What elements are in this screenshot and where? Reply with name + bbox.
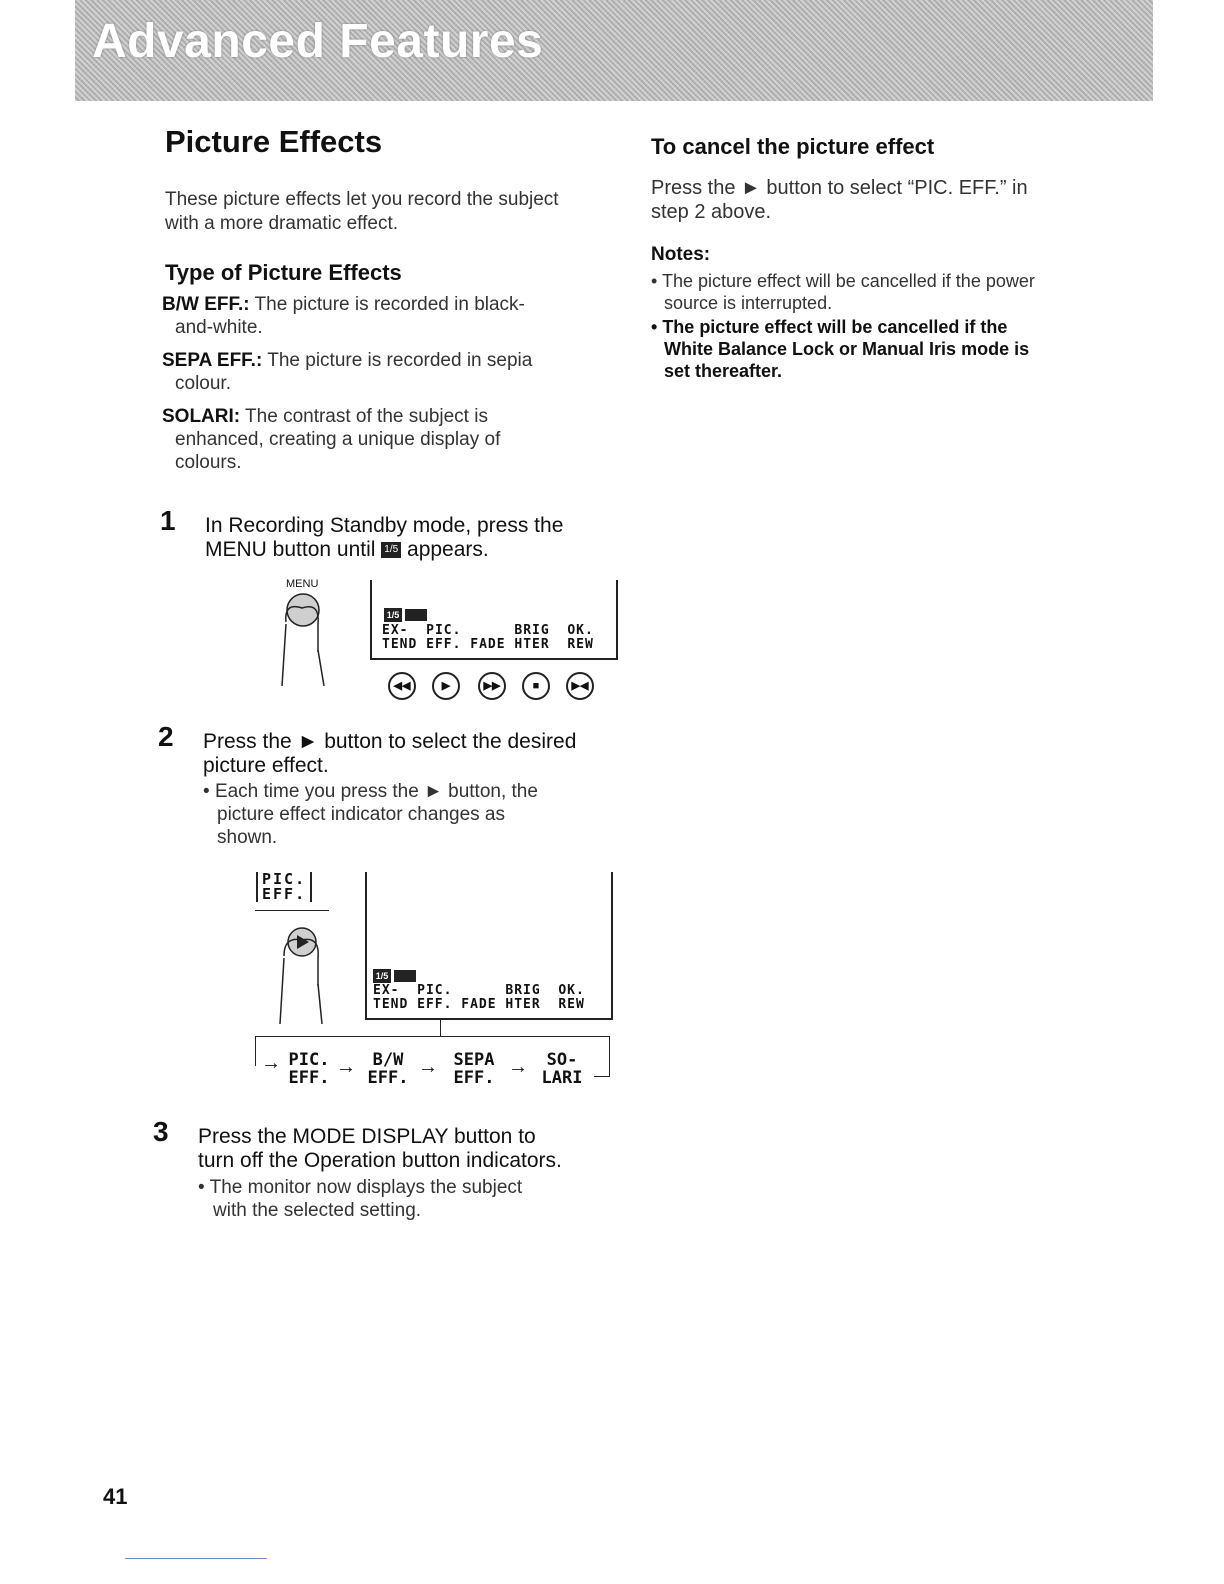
stop-icon: ■ bbox=[522, 672, 550, 700]
play-icon: ▶ bbox=[432, 672, 460, 700]
sequence-item: SO- LARI bbox=[541, 1050, 583, 1088]
cancel-text: Press the ► button to select “PIC. EFF.” in step 2 above. bbox=[651, 177, 1028, 223]
finger-press-play-icon bbox=[272, 924, 336, 1028]
section-title: Advanced Features bbox=[92, 15, 544, 68]
arrow-icon: → bbox=[336, 1056, 356, 1078]
type-sepia: SEPA EFF.: The picture is recorded in sepia colour. bbox=[162, 350, 533, 394]
step-3-bullet: • The monitor now displays the subject with the selected setting. bbox=[198, 1177, 523, 1221]
types-heading: Type of Picture Effects bbox=[165, 260, 402, 285]
step-1-number: 1 bbox=[160, 505, 176, 536]
fast-forward-icon: ▶▶ bbox=[478, 672, 506, 700]
connector-line bbox=[255, 1036, 256, 1066]
page-icon: 1/5 bbox=[384, 608, 402, 622]
play-arrow-icon: ► bbox=[741, 177, 761, 199]
step-2-bullet: • Each time you press the ► button, the picture effect indicator changes as shown. bbox=[203, 781, 538, 848]
play-arrow-icon: ► bbox=[297, 730, 319, 753]
lcd-menu-display: 1/5 EX- PIC. BRIG OK. TEND EFF. FADE HTER REW bbox=[370, 580, 618, 660]
notes-heading: Notes: bbox=[651, 244, 711, 265]
finger-press-menu-icon bbox=[272, 590, 336, 690]
connector-line bbox=[255, 1036, 609, 1037]
battery-icon bbox=[394, 970, 416, 982]
step-2-number: 2 bbox=[158, 721, 174, 752]
page-indicator-icon: 1/5 bbox=[381, 542, 401, 558]
arrow-icon: → bbox=[261, 1052, 281, 1074]
lcd-effect-display: 1/5 EX- PIC. BRIG OK. TEND EFF. FADE HTER REW bbox=[365, 872, 613, 1020]
footer-line bbox=[125, 1558, 267, 1559]
pic-eff-indicator: PIC. EFF. bbox=[256, 872, 312, 902]
page-icon: 1/5 bbox=[373, 969, 391, 983]
connector-line bbox=[609, 1036, 610, 1076]
type-bw: B/W EFF.: The picture is recorded in black- and-white. bbox=[162, 294, 525, 338]
sequence-item: SEPA EFF. bbox=[453, 1050, 495, 1088]
skip-icon: ▶◀ bbox=[566, 672, 594, 700]
divider bbox=[255, 910, 329, 911]
step-2-text: Press the ► button to select the desired picture effect. bbox=[203, 730, 577, 777]
page-number: 41 bbox=[103, 1484, 128, 1509]
type-solari: SOLARI: The contrast of the subject is enhanced, creating a unique display of colours. bbox=[162, 406, 501, 473]
rewind-icon: ◀◀ bbox=[388, 672, 416, 700]
page-title: Picture Effects bbox=[165, 124, 383, 159]
connector-line bbox=[440, 1018, 441, 1036]
step-1-text: In Recording Standby mode, press the MENU button until 1/5 appears. bbox=[205, 514, 564, 561]
menu-label: MENU bbox=[286, 578, 319, 590]
sequence-item: B/W EFF. bbox=[367, 1050, 409, 1088]
step-3-number: 3 bbox=[153, 1116, 169, 1147]
intro-text: These picture effects let you record the subject with a more dramatic effect. bbox=[165, 189, 559, 234]
connector-line bbox=[594, 1076, 610, 1077]
cancel-heading: To cancel the picture effect bbox=[651, 134, 935, 159]
note-1: • The picture effect will be cancelled if the power source is interrupted. bbox=[651, 271, 1035, 313]
battery-icon bbox=[405, 609, 427, 621]
step-3-text: Press the MODE DISPLAY button to turn off the Operation button indicators. bbox=[198, 1125, 562, 1172]
arrow-icon: → bbox=[418, 1056, 438, 1078]
play-arrow-icon: ► bbox=[424, 781, 443, 802]
note-2: • The picture effect will be cancelled if the White Balance Lock or Manual Iris mode is set thereafter. bbox=[651, 317, 1030, 381]
sequence-item: PIC. EFF. bbox=[288, 1050, 330, 1088]
arrow-icon: → bbox=[508, 1056, 528, 1078]
